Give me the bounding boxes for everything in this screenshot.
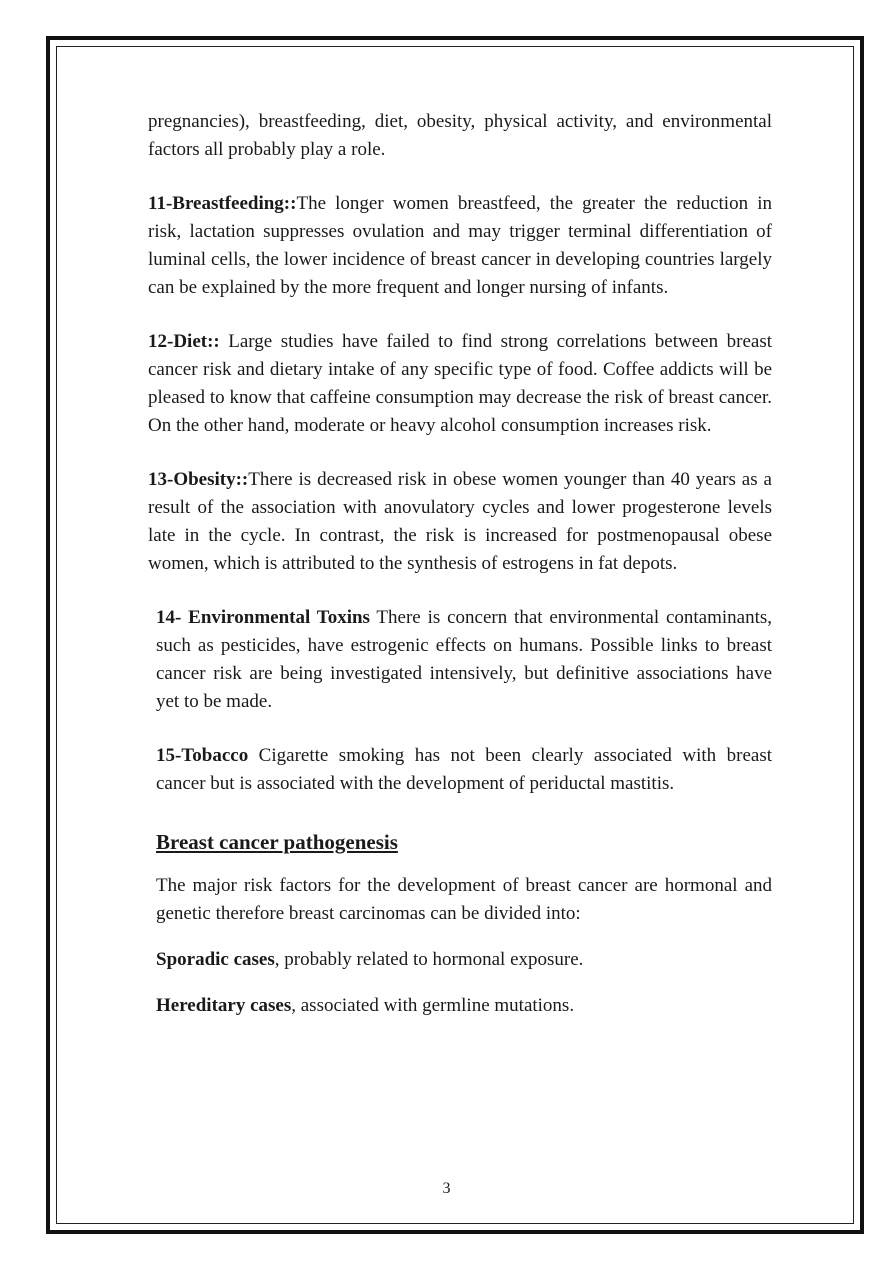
section-intro-text: The major risk factors for the development of breast cancer are hormonal and genetic therefore breast carcinomas can be divided into: <box>156 875 772 924</box>
section-heading: Breast cancer pathogenesis <box>156 830 398 854</box>
factor-text: Large studies have failed to find strong correlations between breast cancer risk and dietary intake of any specific type of food. Coffee addicts will be pleased to know that caffeine consumption may decrease the risk of breast cancer. On the other hand, moderate or heavy alcohol consumption increases risk. <box>148 331 772 436</box>
factor-text: There is decreased risk in obese women younger than 40 years as a result of the association with anovulatory cycles and lower progesterone levels late in the cycle. In contrast, the risk is increased for postmenopausal obese women, which is attributed to the synthesis of estrogens in fat depots. <box>148 469 772 574</box>
intro-text: pregnancies), breastfeeding, diet, obesity, physical activity, and environmental factors all probably play a role. <box>148 111 772 160</box>
hereditary-cases <box>148 992 772 1020</box>
factor-term: 12-Diet:: <box>148 331 220 352</box>
factor-environmental-toxins <box>148 604 772 716</box>
sporadic-cases <box>148 946 772 974</box>
sporadic-text: , probably related to hormonal exposure. <box>274 949 584 970</box>
hereditary-text: , associated with germline mutations. <box>291 995 575 1016</box>
sporadic-term: Sporadic cases <box>156 949 275 970</box>
factor-text: Cigarette smoking has not been clearly associated with breast cancer but is associated with the development of periductal mastitis. <box>156 745 772 794</box>
page-number: 3 <box>442 1180 451 1197</box>
factor-term: 15-Tobacco <box>156 745 249 766</box>
hereditary-term: Hereditary cases <box>156 995 292 1016</box>
document-body <box>148 108 772 1038</box>
section-intro <box>148 872 772 928</box>
factor-term: 11-Breastfeeding:: <box>148 193 297 214</box>
factor-obesity <box>148 466 772 578</box>
factor-text: The longer women breastfeed, the greater the reduction in risk, lactation suppresses ovulation and may trigger terminal differentiation of luminal cells, the lower incidence of breast cancer in developing countries largely can be explained by the more frequent and longer nursing of infants. <box>148 193 772 298</box>
factor-term: 14- Environmental Toxins <box>156 607 370 628</box>
factor-tobacco <box>148 742 772 798</box>
factor-text: There is concern that environmental contaminants, such as pesticides, have estrogenic effects on humans. Possible links to breast cancer risk are being investigated intensively, but definitive associations have yet to be made. <box>156 607 772 712</box>
intro-paragraph <box>148 108 772 164</box>
factor-term: 13-Obesity:: <box>148 469 249 490</box>
factor-breastfeeding <box>148 190 772 302</box>
factor-diet <box>148 328 772 440</box>
